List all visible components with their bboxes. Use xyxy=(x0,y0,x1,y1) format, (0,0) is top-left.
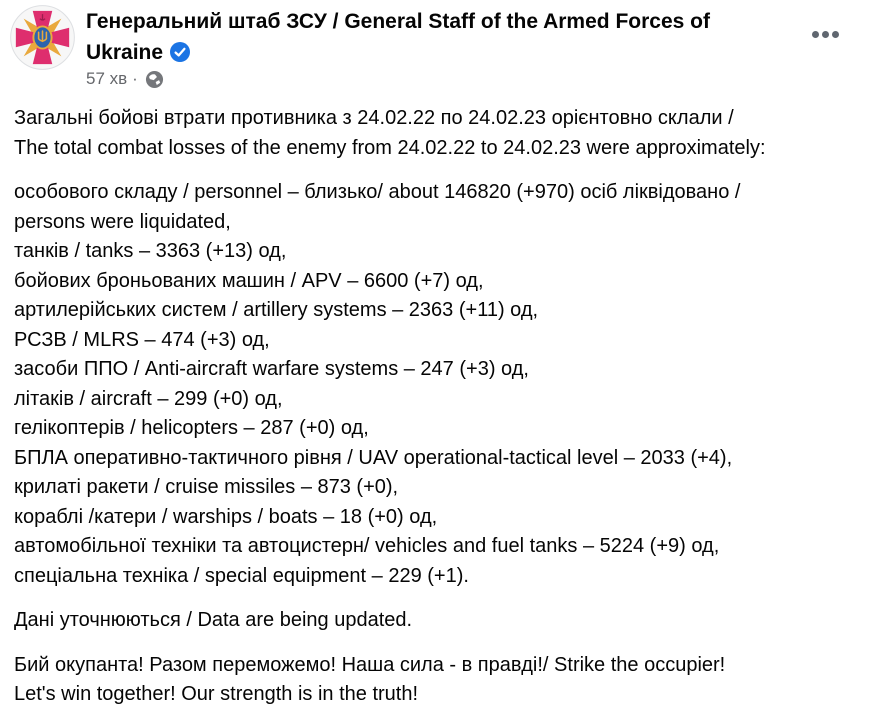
post-text-line: Загальні бойові втрати противника з 24.02.22 по 24.02.23 орієнтовно склали / xyxy=(14,107,734,129)
post-text-line: спеціальна техніка / special equipment – 229 (+1). xyxy=(14,564,469,587)
ellipsis-dot xyxy=(822,31,829,38)
page-name-line1: Генеральний штаб ЗСУ / General Staff of the Armed Forces of xyxy=(86,10,710,33)
post-text-line: Let's win together! Our strength is in the truth! xyxy=(14,683,419,705)
post-timestamp[interactable]: 57 хв xyxy=(86,69,128,88)
post-text-line: кораблі /катери / warships / boats – 18 (+0) од, xyxy=(14,505,438,528)
post-text-line: особового складу / personnel – близько/ about 146820 (+970) осіб ліквідовано / xyxy=(14,181,741,203)
post-text-line: літаків / aircraft – 299 (+0) од, xyxy=(14,387,283,410)
page-avatar[interactable] xyxy=(10,5,75,70)
post-text-line: гелікоптерів / helicopters – 287 (+0) од, xyxy=(14,417,369,439)
ellipsis-dot xyxy=(832,31,839,38)
post-text-line: РСЗВ / MLRS – 474 (+3) од, xyxy=(14,328,270,351)
post-options-button[interactable] xyxy=(809,24,841,44)
globe-privacy-icon xyxy=(145,70,164,89)
post-text-line: засоби ППО / Anti-aircraft warfare systems – 247 (+3) од, xyxy=(14,358,529,380)
post-text-line: крилаті ракети / cruise missiles – 873 (+0), xyxy=(14,476,399,498)
post-text-line: persons were liquidated, xyxy=(14,210,231,233)
page-name-line2: Ukraine xyxy=(86,37,710,68)
post-text xyxy=(14,104,865,710)
post-text-line: БПЛА оперативно-тактичного рівня / UAV operational-tactical level – 2033 (+4), xyxy=(14,446,733,469)
post-text-line: артилерійських систем / artillery systems – 2363 (+11) од, xyxy=(14,299,539,321)
post-text-line: Дані уточнюються / Data are being updated. xyxy=(14,609,413,631)
verified-badge-icon xyxy=(170,42,190,62)
meta-separator: · xyxy=(132,69,138,88)
post-text-line: бойових броньованих машин / APV – 6600 (+7) од, xyxy=(14,269,484,292)
post-paragraph xyxy=(14,651,865,710)
page-name-link[interactable] xyxy=(86,6,710,68)
general-staff-emblem-icon xyxy=(10,5,75,70)
post-paragraph xyxy=(14,104,865,163)
post-text-line: танків / tanks – 3363 (+13) од, xyxy=(14,240,287,262)
post-text-line: The total combat losses of the enemy from 24.02.22 to 24.02.23 were approximately: xyxy=(14,136,766,159)
post-text-line: Бий окупанта! Разом переможемо! Наша сила - в правді!/ Strike the occupier! xyxy=(14,653,726,676)
post-paragraph xyxy=(14,606,865,636)
post-meta xyxy=(86,68,164,90)
post-text-line: автомобільної техніки та автоцистерн/ vehicles and fuel tanks – 5224 (+9) од, xyxy=(14,535,720,557)
ellipsis-dot xyxy=(812,31,819,38)
post-paragraph xyxy=(14,178,865,591)
